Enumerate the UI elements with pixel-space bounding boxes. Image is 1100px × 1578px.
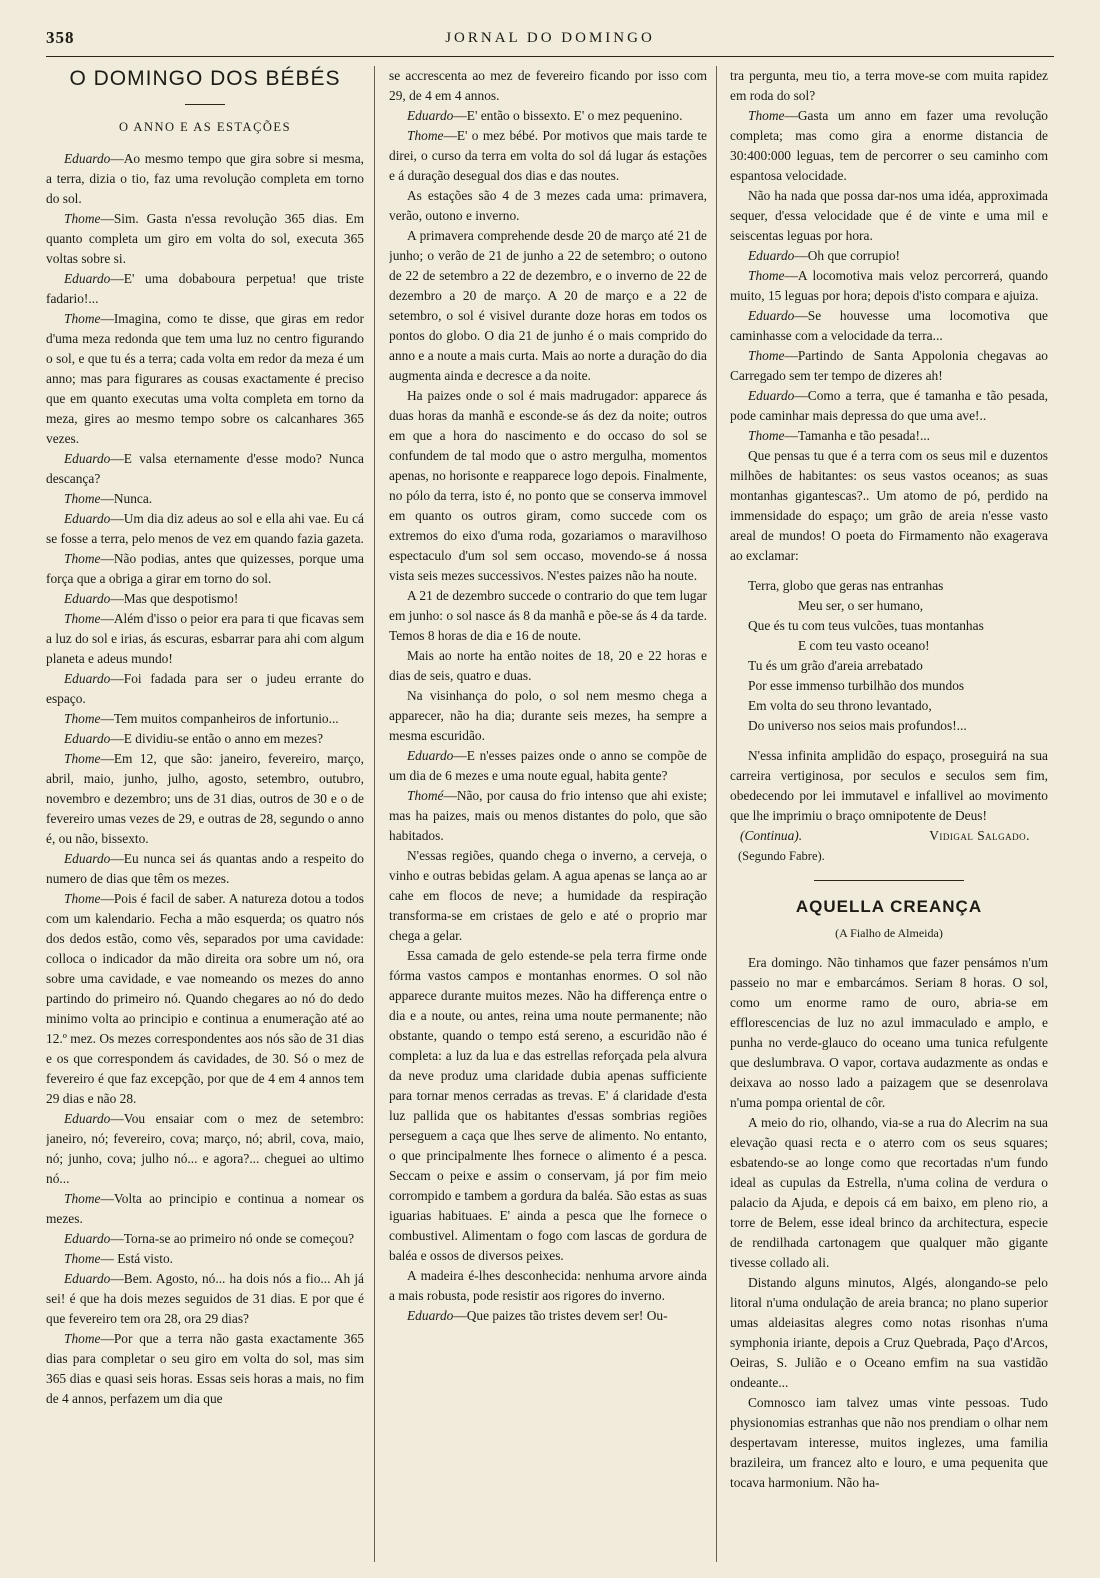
section-title: O DOMINGO DOS BÉBÉS — [69, 67, 341, 90]
text-paragraph — [389, 846, 707, 946]
page-header — [46, 26, 1054, 57]
text-paragraph — [46, 1329, 364, 1409]
paragraph-text: N'essa infinita amplidão do espaço, proseguirá na sua carreira vertiginosa, por seculos e seculos sem fim, obedecendo por lei immutavel e infallivel ao movimento que lhe imprimiu o braço omnipotente de Deus! — [730, 748, 1048, 823]
poem-line: Por esse immenso turbilhão dos mundos — [748, 678, 965, 693]
speaker-name: Eduardo — [407, 1308, 454, 1323]
text-paragraph — [730, 346, 1048, 386]
paragraph-text: —E n'esses paizes onde o anno se compõe de um dia de 6 mezes e uma noute egual, habita gente? — [389, 748, 707, 783]
text-paragraph — [389, 66, 707, 106]
paragraph-text: —Partindo de Santa Appolonia chegavas ao Carregado sem ter tempo de dizeres ah! — [730, 348, 1048, 383]
paragraph-text: — Está visto. — [100, 1251, 173, 1266]
text-paragraph — [730, 186, 1048, 246]
text-paragraph — [389, 586, 707, 646]
text-paragraph — [46, 609, 364, 669]
paragraph-text: —Pois é facil de saber. A natureza dotou a todos com um kalendario. Fecha a mão esquerda; os quatro nós dos dedos estão, como vês, separados por uma cavidade: colloca o indicador da mão direita ora sobre um nó, ora sobre uma cavidade, e vae nomeando os mezes do anno partindo do primeiro nó. Quando chegares ao nó do dedo minimo volta ao principio e continua a enumeração até ao 12.º mez. Os mezes correspondentes aos nós são de 31 dias e os que correspondem ás cavidades, de 30. Só o mez de fevereiro é que faz excepção, por que de 4 em 4 annos tem 29 dias e não 28. — [46, 891, 364, 1106]
paragraph-text: —Um dia diz adeus ao sol e ella ahi vae. Eu cá se fosse a terra, pelo menos de vez em quando fazia gazeta. — [46, 511, 364, 546]
text-paragraph — [389, 786, 707, 846]
text-paragraph — [46, 1269, 364, 1329]
text-paragraph — [389, 946, 707, 1266]
text-paragraph — [46, 549, 364, 589]
speaker-name: Thomé — [407, 788, 444, 803]
text-paragraph — [730, 746, 1048, 826]
paragraph-text: —Eu nunca sei ás quantas ando a respeito do numero de dias que têm os mezes. — [46, 851, 364, 886]
speaker-name: Thome — [64, 611, 101, 626]
paragraph-text: —Foi fadada para ser o judeu errante do espaço. — [46, 671, 364, 706]
column-divider — [716, 66, 717, 1562]
text-paragraph — [730, 306, 1048, 346]
paragraph-text: —Que paizes tão tristes devem ser! Ou- — [453, 1308, 668, 1323]
speaker-name: Eduardo — [407, 108, 454, 123]
speaker-name: Thome — [64, 1251, 101, 1266]
text-paragraph — [730, 246, 1048, 266]
paragraph-text: —E' o mez bébé. Por motivos que mais tarde te direi, o curso da terra em volta do sol dá lugar ás estações e á duração desegual dos dias e das noutes. — [389, 128, 707, 183]
paragraph-text: A madeira é-lhes desconhecida: nenhuma arvore ainda a mais robusta, pode resistir aos rigores do inverno. — [389, 1268, 707, 1303]
text-paragraph — [730, 106, 1048, 186]
speaker-name: Eduardo — [64, 1111, 111, 1126]
paragraph-text: Essa camada de gelo estende-se pela terra firme onde fórma vastos campos e montanhas enormes. O sol não apparece durante muitos mezes. Não ha differença entre o dia e a noute, ou antes, reina uma noute permanente; não obstante, quando o tempo está sereno, a escuridão não é completa: a luz da lua e das estrellas reforçada pela alvura da neve produz uma claridade dubia apenas sufficiente para tornar menos cerradas as trevas. E' á claridade d'esta luz pallida que os habitantes d'essas sombrias regiões perseguem a caça que lhes serve de alimento. No entanto, o que principalmente lhes fornece o alimento é a pesca. Seccam o peixe e assim o conservam, já por fim meio corrompido e tambem a gordura da baléa. São estas as suas iguarias habituaes. E' ainda a pesca que lhe fornece o combustivel. Alimentam o fogo com lascas de gordura de baléa e ossos de diversos peixes. — [389, 948, 707, 1263]
paragraph-text: —Ao mesmo tempo que gira sobre si mesma, a terra, dizia o tio, faz uma revolução completa em torno do sol. — [46, 151, 364, 206]
poem-line: Que és tu com teus vulcões, tuas montanhas — [748, 618, 984, 633]
article-author: Vidigal Salgado. — [929, 828, 1030, 843]
speaker-name: Thome — [64, 211, 101, 226]
paragraph-text: —Como a terra, que é tamanha e tão pesada, pode caminhar mais depressa do que uma ave!.. — [730, 388, 1048, 423]
speaker-name: Eduardo — [407, 748, 454, 763]
text-paragraph — [46, 149, 364, 209]
text-paragraph — [46, 709, 364, 729]
paragraph-text: —E dividiu-se então o anno em mezes? — [110, 731, 324, 746]
text-paragraph — [389, 686, 707, 746]
column-2-text — [389, 66, 707, 1326]
text-paragraph — [730, 426, 1048, 446]
speaker-name: Thome — [64, 751, 101, 766]
speaker-name: Eduardo — [64, 1271, 111, 1286]
paragraph-text: —E' uma dobaboura perpetua! que triste fadario!... — [46, 271, 364, 306]
text-paragraph — [46, 449, 364, 489]
text-paragraph — [389, 186, 707, 226]
text-paragraph — [46, 729, 364, 749]
paragraph-text: N'essas regiões, quando chega o inverno, a cerveja, o vinho e outras bebidas gelam. A agua apenas se lança ao ar cahe em flocos de neve; a humidade da respiração transforma-se em cristaes de gelo e até o proprio mar chega a gelar. — [389, 848, 707, 943]
speaker-name: Thome — [64, 711, 101, 726]
paragraph-text: —Tem muitos companheiros de infortunio... — [100, 711, 339, 726]
paragraph-text: —E valsa eternamente d'esse modo? Nunca descança? — [46, 451, 364, 486]
paragraph-text: —Volta ao principio e continua a nomear os mezes. — [46, 1191, 364, 1226]
paragraph-text: Na visinhança do polo, o sol nem mesmo chega a apparecer, não ha dia; durante seis mezes, ha sempre a mesma escuridão. — [389, 688, 707, 743]
speaker-name: Thome — [748, 428, 785, 443]
continua-label: (Continua). — [740, 828, 803, 843]
text-paragraph — [730, 446, 1048, 566]
speaker-name: Eduardo — [748, 248, 795, 263]
column-2 — [389, 66, 707, 1562]
column-3-text-end — [730, 746, 1048, 826]
text-paragraph — [389, 746, 707, 786]
speaker-name: Thome — [748, 348, 785, 363]
paragraph-text: —Vou ensaiar com o mez de setembro: janeiro, nó; fevereiro, cova; março, nó; abril, cova, maio, nó; junho, cova; julho nó... e agora?... cheguei ao ultimo nó... — [46, 1111, 364, 1186]
paragraph-text: —Sim. Gasta n'essa revolução 365 dias. Em quanto completa um giro em volta do sol, executa 365 voltas sobre si. — [46, 211, 364, 266]
column-3 — [730, 66, 1048, 1562]
speaker-name: Thome — [748, 108, 785, 123]
text-paragraph — [46, 889, 364, 1109]
paragraph-text: —Em 12, que são: janeiro, fevereiro, março, abril, maio, junho, julho, agosto, setembro, outubro, novembro e dezembro; uns de 31 dias, outros de 30 e o de fevereiro umas vezes de 29, e outras de 28, segundo o anno é, ou não, bissexto. — [46, 751, 364, 846]
column-3-text — [730, 66, 1048, 566]
title-rule — [185, 104, 225, 105]
text-paragraph — [46, 209, 364, 269]
speaker-name: Eduardo — [64, 591, 111, 606]
paragraph-text: —Gasta um anno em fazer uma revolução completa; mas como gira a enorme distancia de 30:400:000 leguas, tem de percorrer o seu caminho com espantosa velocidade. — [730, 108, 1048, 183]
paragraph-text: —Bem. Agosto, nó... ha dois nós a fio... Ah já sei! é que ha dois mezes seguidos de 31 dias. E por que é que fevereiro tem ora 28, ora 29 dias? — [46, 1271, 364, 1326]
paragraph-text: —Por que a terra não gasta exactamente 365 dias para completar o seu giro em volta do sol, mas sim 365 dias e quasi seis horas. Essas seis horas a mais, no fim de 4 annos, perfazem um dia que — [46, 1331, 364, 1406]
speaker-name: Thome — [64, 1191, 101, 1206]
speaker-name: Thome — [64, 311, 101, 326]
article-source: (Segundo Fabre). — [738, 849, 825, 863]
speaker-name: Eduardo — [64, 731, 111, 746]
paragraph-text: A primavera comprehende desde 20 de março até 21 de junho; o verão de 21 de junho a 22 de setembro; o outono de 22 de setembro a 22 de dezembro, e o inverno de 22 de dezembro a 20 de março. A 20 de março e a 22 de setembro, o sol é visivel durante doze horas em todos os pontos do globo. O dia 21 de junho é o mais comprido do anno e a noute a mais curta. Mais ao norte a duração do dia augmenta ainda e decresce a da noite. — [389, 228, 707, 383]
speaker-name: Eduardo — [748, 308, 795, 323]
speaker-name: Thome — [407, 128, 444, 143]
paragraph-text: —Oh que corrupio! — [794, 248, 900, 263]
column-1 — [46, 66, 364, 1562]
speaker-name: Eduardo — [64, 511, 111, 526]
journal-title: JORNAL DO DOMINGO — [445, 30, 655, 46]
paragraph-text: —Não podias, antes que quizesses, porque uma força que a obriga a girar em torno do sol. — [46, 551, 364, 586]
speaker-name: Eduardo — [64, 451, 111, 466]
speaker-name: Eduardo — [748, 388, 795, 403]
text-paragraph — [730, 386, 1048, 426]
text-paragraph — [46, 269, 364, 309]
paragraph-text: se accrescenta ao mez de fevereiro ficando por isso com 29, de 4 em 4 annos. — [389, 68, 707, 103]
text-paragraph — [46, 1109, 364, 1189]
text-paragraph — [46, 669, 364, 709]
text-paragraph — [46, 1189, 364, 1229]
poem-line: Meu ser, o ser humano, — [798, 598, 924, 613]
page-number: 358 — [46, 28, 75, 47]
story-byline: (A Fialho de Almeida) — [835, 926, 943, 940]
story-paragraph: Distando alguns minutos, Algés, alongando-se pelo litoral n'uma ondulação de areia branca; no plano superior umas aldeiasitas alegres como notas risonhas n'uma symphonia iriante, depois a Cruz Quebrada, Paço d'Arcos, Oeiras, S. Julião e o Oceano emfim na sua vastidão ondeante... — [730, 1275, 1048, 1390]
paragraph-text: —Além d'isso o peior era para ti que ficavas sem a luz do sol e irias, ás escuras, esbarrar para ahi com algum planeta e adeus mundo! — [46, 611, 364, 666]
text-paragraph — [46, 309, 364, 449]
paragraph-text: —Torna-se ao primeiro nó onde se começou? — [110, 1231, 355, 1246]
speaker-name: Thome — [64, 551, 101, 566]
speaker-name: Thome — [64, 491, 101, 506]
paragraph-text: Não ha nada que possa dar-nos uma idéa, approximada sequer, d'essa velocidade que é de vinte e uma mil e seiscentas leguas por hora. — [730, 188, 1048, 243]
story-paragraph: Era domingo. Não tinhamos que fazer pensámos n'um passeio no mar e embarcámos. Seriam 8 horas. O sol, como um enorme ramo de ouro, abria-se em efflorescencias de luz no azul immaculado e amplo, e punha no verde-glauco do oceano uma tunica refulgente que deslumbrava. O vapor, cortava audazmente as ondas e deixava ao nosso lado a paizagem que se desenrolava n'uma pompa oriental de côr. — [730, 955, 1048, 1110]
speaker-name: Thome — [748, 268, 785, 283]
story-paragraph: A meio do rio, olhando, via-se a rua do Alecrim na sua elevação quasi recta e o aterro com os seus squares; esbatendo-se ao longe como que recortadas n'um fundo ideal as cupulas da Estrella, n'uma colina de verdura o palacio da Ajuda, e depois cá em baixo, em pleno rio, a torre de Belem, esse ideal brinco da architectura, especie de rendilhada cartonagem que qualquer mão gigante tivesse collado ali. — [730, 1115, 1048, 1270]
text-paragraph — [389, 1306, 707, 1326]
text-paragraph — [389, 1266, 707, 1306]
poem-line: E com teu vasto oceano! — [798, 638, 930, 653]
poem-line: Em volta do seu throno levantado, — [748, 698, 932, 713]
text-paragraph — [730, 66, 1048, 106]
poem-line: Terra, globo que geras nas entranhas — [748, 578, 944, 593]
speaker-name: Eduardo — [64, 151, 111, 166]
poem — [748, 576, 1048, 736]
text-paragraph — [46, 849, 364, 889]
signature-row — [730, 826, 1048, 846]
text-paragraph — [46, 509, 364, 549]
text-paragraph — [46, 489, 364, 509]
paragraph-text: —Mas que despotismo! — [110, 591, 239, 606]
paragraph-text: Que pensas tu que é a terra com os seus mil e duzentos milhões de habitantes: os seus vastos oceanos; as suas montanhas gigantescas?.. Um atomo de pó, perdido na immensidade do espaço; um grão de areia n'esse vasto areal de mundos! O poeta do Firmamento não exagerava ao exclamar: — [730, 448, 1048, 563]
paragraph-text: —Se houvesse uma locomotiva que caminhasse com a velocidade da terra... — [730, 308, 1048, 343]
paragraph-text: —E' então o bissexto. E' o mez pequenino. — [453, 108, 683, 123]
paragraph-text: —Nunca. — [100, 491, 153, 506]
speaker-name: Eduardo — [64, 671, 111, 686]
text-paragraph — [46, 749, 364, 849]
text-paragraph — [730, 266, 1048, 306]
text-paragraph — [389, 126, 707, 186]
paragraph-text: —Imagina, como te disse, que giras em redor d'uma meza redonda que tem uma luz no centro figurando o sol, e que tu és a terra; cada volta em redor da meza é um anno; mas para figurares as cousas exactamente é preciso que em quanto executas uma volta completa em torno da meza, gires ao mesmo tempo sobre os calcanhares 365 vezes. — [46, 311, 364, 446]
story-paragraph: Comnosco iam talvez umas vinte pessoas. Tudo physionomias estranhas que não nos prendiam o olhar nem despertavam interesse, muitos inglezes, uma familia brazileira, um francez alto e louro, e uma pequenita que tocava harmonium. Não ha- — [730, 1395, 1048, 1490]
paragraph-text: Mais ao norte ha então noites de 18, 20 e 22 horas e dias de seis, quatro e duas. — [389, 648, 707, 683]
text-paragraph — [389, 226, 707, 386]
paragraph-text: —Tamanha e tão pesada!... — [784, 428, 931, 443]
paragraph-text: Ha paizes onde o sol é mais madrugador: apparece ás duas horas da manhã e esconde-se ás dez da noite; outros em que a hora do nascimento e do occaso do sol se confundem de tal modo que o astro mergulha, momentos apenas, no horisonte e reapparece logo depois. Finalmente, no pólo da terra, isto é, no ponto que se conserva immovel em quanto os outros giram, como succede com os extremos do eixo d'uma roda, gozariamos o maravilhoso espectaculo d'um sol sem occaso, movendo-se á nossa vista seis mezes successivos. N'estes paizes não ha noute. — [389, 388, 707, 583]
text-paragraph — [46, 1229, 364, 1249]
text-paragraph — [46, 589, 364, 609]
paragraph-text: As estações são 4 de 3 mezes cada uma: primavera, verão, outono e inverno. — [389, 188, 707, 223]
paragraph-text: tra pergunta, meu tio, a terra move-se com muita rapidez em roda do sol? — [730, 68, 1048, 103]
paragraph-text: —A locomotiva mais veloz percorrerá, quando muito, 15 leguas por hora; depois d'isto compara e ajuiza. — [730, 268, 1048, 303]
poem-line: Do universo nos seios mais profundos!... — [748, 718, 967, 733]
speaker-name: Eduardo — [64, 851, 111, 866]
text-paragraph — [389, 646, 707, 686]
paragraph-text: —Não, por causa do frio intenso que ahi existe; mas ha paizes, mais ou menos distantes do polo, que são habitados. — [389, 788, 707, 843]
speaker-name: Eduardo — [64, 1231, 111, 1246]
article-subtitle: O ANNO E AS ESTAÇÕES — [118, 120, 292, 134]
text-paragraph — [389, 106, 707, 126]
speaker-name: Thome — [64, 891, 101, 906]
paragraph-text: A 21 de dezembro succede o contrario do que tem lugar em junho: o sol nasce ás 8 da manhã e põe-se ás 4 da tarde. Temos 8 horas de dia e 16 de noute. — [389, 588, 707, 643]
article-separator — [814, 880, 964, 881]
speaker-name: Thome — [64, 1331, 101, 1346]
story-title: AQUELLA CREANÇA — [795, 897, 983, 916]
text-paragraph — [389, 386, 707, 586]
column-1-text — [46, 149, 364, 1409]
poem-line: Tu és um grão d'areia arrebatado — [748, 658, 923, 673]
speaker-name: Eduardo — [64, 271, 111, 286]
text-paragraph — [46, 1249, 364, 1269]
column-divider — [374, 66, 375, 1562]
